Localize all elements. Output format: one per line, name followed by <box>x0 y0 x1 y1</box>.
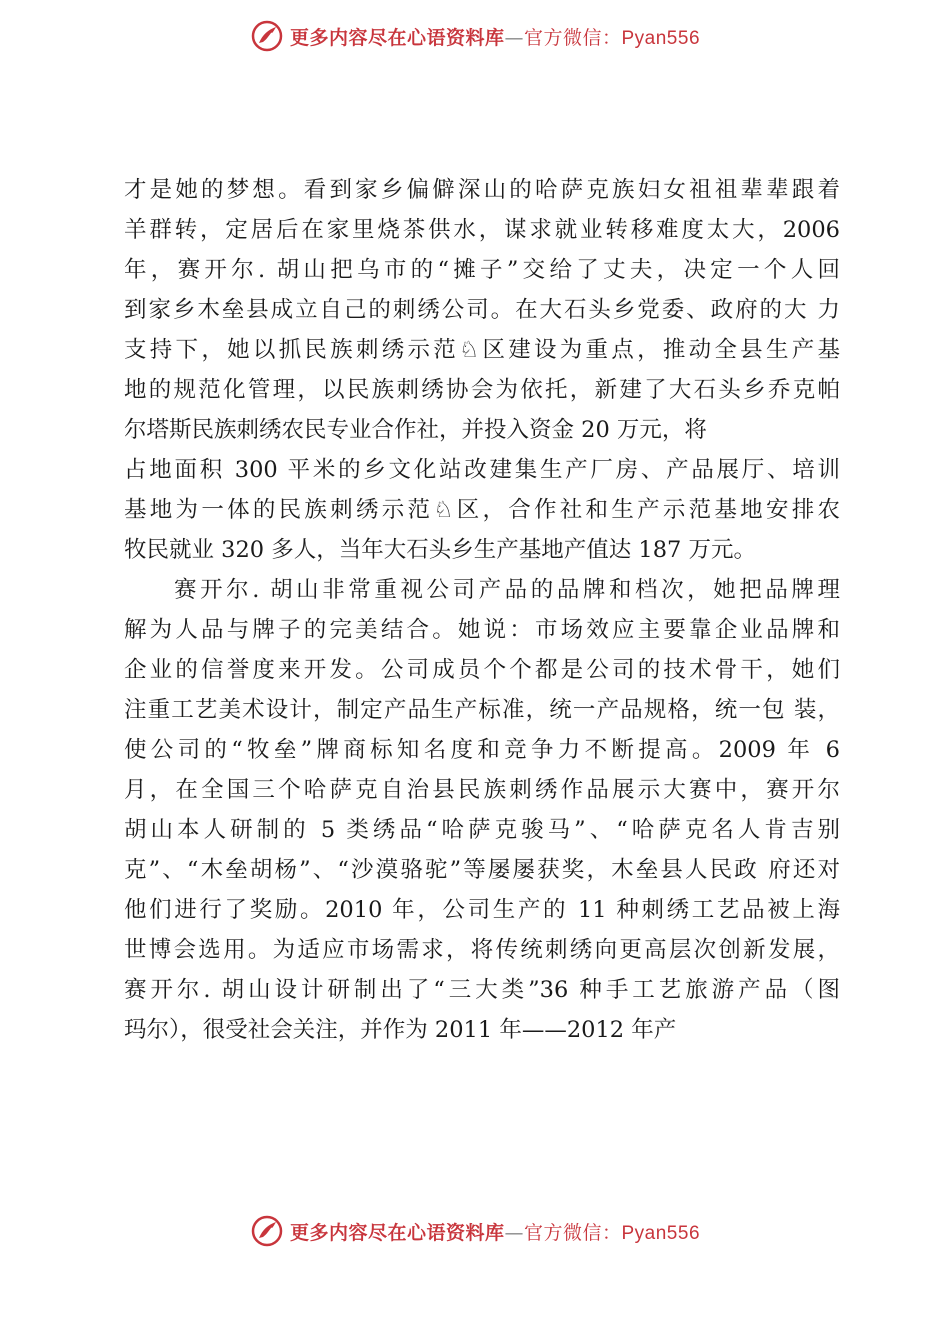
banner-main-text: 更多内容尽在心语资料库 <box>289 1221 505 1244</box>
banner-text <box>290 1218 700 1245</box>
text-line: 基地为一体的民族刺绣示范♘区，合作社和生产示范基地安排农 <box>124 497 840 523</box>
footer-banner <box>0 1211 950 1251</box>
text-line: 胡山本人研制的 5 类绣品“哈萨克骏马”、“哈萨克名人肯吉别 <box>124 817 840 843</box>
text-line: 地的规范化管理，以民族刺绣协会为依托，新建了大石头乡乔克帕 <box>124 377 840 403</box>
header-banner <box>0 16 950 56</box>
text-line: 牧民就业 320 多人，当年大石头乡生产基地产值达 187 万元。 <box>124 537 757 563</box>
text-line: 使公司的“牧垒”牌商标知名度和竞争力不断提高。2009 年 6 <box>124 737 840 763</box>
banner-main-text: 更多内容尽在心语资料库 <box>289 26 505 49</box>
banner-dash: — <box>504 26 524 49</box>
text-line: 羊群转，定居后在家里烧茶供水，谋求就业转移难度太大，2006 <box>124 217 840 243</box>
brand-logo-icon <box>250 19 284 53</box>
banner-wechat-id: Pyan556 <box>621 1222 701 1244</box>
text-line: 世博会选用。为适应市场需求，将传统刺绣向更高层次创新发展， <box>124 937 840 963</box>
banner-text <box>290 23 700 50</box>
text-line: 占地面积 300 平米的乡文化站改建集生产厂房、产品展厅、培训 <box>124 457 840 483</box>
brand-logo-icon <box>250 1214 284 1248</box>
text-line: 克”、“木垒胡杨”、“沙漠骆驼”等屡屡获奖，木垒县人民政 府还对 <box>124 857 840 883</box>
banner-wechat-id: Pyan556 <box>621 27 701 49</box>
text-line: 尔塔斯民族刺绣农民专业合作社，并投入资金 20 万元，将 <box>124 417 707 443</box>
banner-dash: — <box>504 1221 524 1244</box>
paragraph-2 <box>124 570 840 1050</box>
text-line: 赛开尔. 胡山非常重视公司产品的品牌和档次，她把品牌理 <box>174 577 840 603</box>
text-line: 玛尔），很受社会关注，并作为 2011 年——2012 年产 <box>124 1017 677 1043</box>
text-line: 才是她的梦想。看到家乡偏僻深山的哈萨克族妇女祖祖辈辈跟着 <box>124 177 840 203</box>
text-line: 月，在全国三个哈萨克自治县民族刺绣作品展示大赛中，赛开尔 <box>124 777 840 803</box>
banner-wechat-label: 官方微信： <box>523 26 622 49</box>
text-line: 企业的信誉度来开发。公司成员个个都是公司的技术骨干，她们 <box>124 657 840 683</box>
banner-wechat-label: 官方微信： <box>523 1221 622 1244</box>
text-line: 到家乡木垒县成立自己的刺绣公司。在大石头乡党委、政府的大 力 <box>124 297 840 323</box>
document-body <box>124 170 840 1050</box>
paragraph-1 <box>124 170 840 570</box>
text-line: 他们进行了奖励。2010 年，公司生产的 11 种刺绣工艺品被上海 <box>124 897 840 923</box>
text-line: 赛开尔. 胡山设计研制出了“三大类”36 种手工艺旅游产品（图 <box>124 977 840 1003</box>
text-line: 解为人品与牌子的完美结合。她说：市场效应主要靠企业品牌和 <box>124 617 840 643</box>
text-line: 注重工艺美术设计，制定产品生产标准，统一产品规格，统一包 装， <box>124 697 840 723</box>
text-line: 年，赛开尔. 胡山把乌市的“摊子”交给了丈夫，决定一个人回 <box>124 257 840 283</box>
text-line: 支持下，她以抓民族刺绣示范♘区建设为重点，推动全县生产基 <box>124 337 840 363</box>
